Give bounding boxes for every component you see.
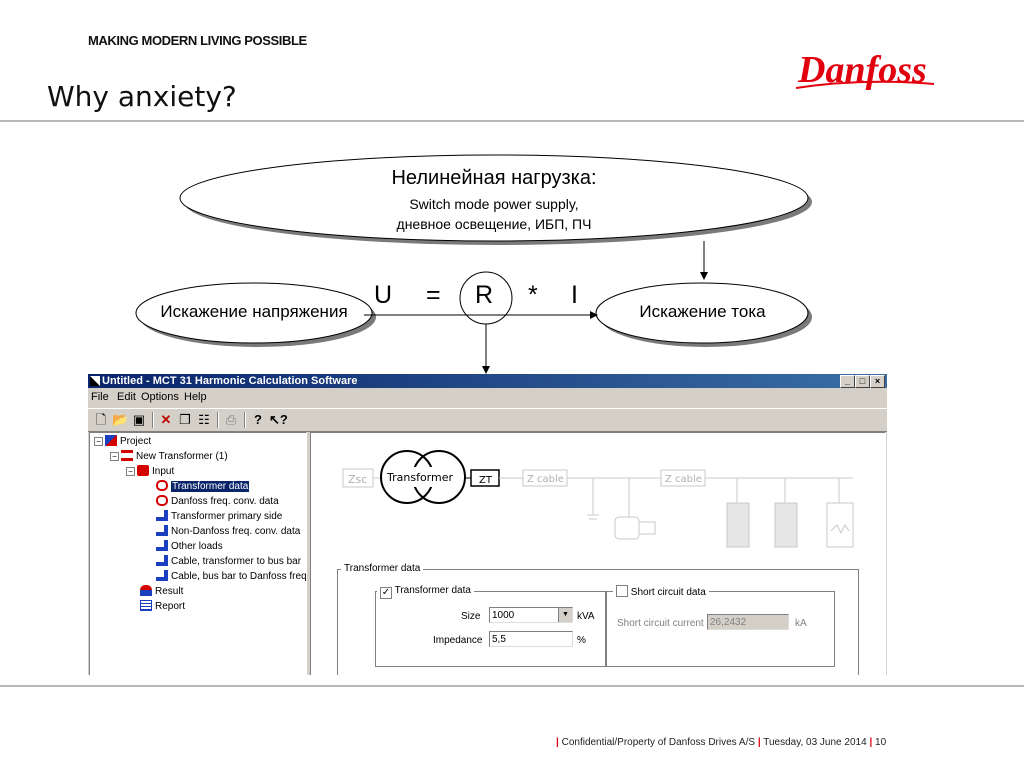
project-icon: [105, 435, 117, 446]
tree-item-danfoss-fc-data[interactable]: Danfoss freq. conv. data: [156, 495, 279, 508]
svg-text:Transformer: Transformer: [387, 471, 454, 484]
footer-separator: |: [757, 737, 761, 748]
context-help-icon[interactable]: ↖?: [269, 412, 288, 427]
result-icon: [140, 585, 152, 596]
menu-help[interactable]: Help: [184, 391, 207, 403]
svg-text:Z cable: Z cable: [527, 474, 564, 485]
short-circuit-current-label: Short circuit current: [617, 618, 704, 629]
collapse-project-icon[interactable]: −: [94, 437, 103, 446]
collapse-input-icon[interactable]: −: [126, 467, 135, 476]
schematic-pane: [310, 432, 886, 675]
transformer-data-icon: [156, 480, 168, 491]
short-circuit-checkbox-row[interactable]: Short circuit data: [613, 585, 709, 598]
impedance-unit: %: [577, 635, 586, 646]
formula-r: R: [475, 281, 494, 309]
window-title: Untitled - MCT 31 Harmonic Calculation Software: [102, 375, 358, 387]
slide-title: Why anxiety?: [47, 80, 237, 113]
top-bubble-line2: Switch mode power supply,: [409, 196, 579, 212]
formula-u: U: [374, 281, 393, 309]
open-folder-icon[interactable]: 📂: [112, 412, 129, 427]
footer-date: Tuesday, 03 June 2014: [763, 737, 867, 748]
menu-file[interactable]: File: [91, 391, 109, 403]
header-divider: [0, 120, 1024, 122]
impedance-label: Impedance: [433, 635, 483, 646]
footer-page-number: 10: [875, 737, 887, 748]
other-loads-icon: [156, 540, 168, 551]
current-distortion-label: Искажение тока: [639, 302, 766, 321]
cable-icon: [156, 555, 168, 566]
footer-separator: |: [869, 737, 873, 748]
footer-divider: [0, 685, 1024, 687]
svg-text:Z cable: Z cable: [665, 474, 702, 485]
tree-item-non-danfoss-fc[interactable]: Non-Danfoss freq. conv. data: [156, 525, 300, 538]
cable-icon: [156, 570, 168, 581]
one-line-schematic: [311, 433, 885, 563]
tagline: MAKING MODERN LIVING POSSIBLE: [88, 33, 307, 48]
transformer-data-checkbox[interactable]: ✓: [381, 587, 391, 598]
chevron-down-icon[interactable]: ▼: [558, 608, 572, 622]
size-unit: kVA: [577, 611, 595, 622]
tree-item-cable-transformer[interactable]: Cable, transformer to bus bar: [156, 555, 301, 568]
formula-multiply: *: [528, 281, 538, 309]
impedance-input[interactable]: 5,5: [489, 631, 573, 647]
svg-text:Zsc: Zsc: [348, 473, 368, 486]
short-circuit-checkbox[interactable]: [616, 585, 628, 597]
print-icon[interactable]: ⎙: [225, 412, 237, 427]
formula-i: I: [571, 281, 578, 309]
footer-separator: |: [556, 737, 559, 748]
menu-bar: [88, 389, 887, 407]
help-icon[interactable]: ?: [254, 412, 262, 427]
input-icon: [137, 465, 149, 476]
menu-edit[interactable]: Edit: [117, 391, 136, 403]
report-icon: [140, 600, 152, 611]
maximize-button[interactable]: □: [855, 375, 870, 388]
short-circuit-current-input[interactable]: 26,2432: [707, 614, 789, 630]
menu-options[interactable]: Options: [141, 391, 179, 403]
footer: [556, 737, 886, 748]
primary-side-icon: [156, 510, 168, 521]
danfoss-logo: [792, 38, 940, 96]
transformer-icon: [121, 450, 133, 461]
new-file-icon[interactable]: 🗋: [95, 412, 107, 427]
app-icon: [90, 376, 100, 386]
tree-item-input[interactable]: Input: [137, 465, 174, 478]
tree-item-project[interactable]: Project: [105, 435, 151, 448]
tree-item-transformer-data[interactable]: Transformer data: [156, 480, 249, 493]
collapse-transformer-icon[interactable]: −: [110, 452, 119, 461]
mct31-window: [88, 374, 887, 675]
svg-text:ZT: ZT: [479, 475, 492, 486]
window-titlebar[interactable]: [88, 374, 887, 388]
non-danfoss-fc-icon: [156, 525, 168, 536]
copy-icon[interactable]: ❐: [179, 412, 191, 427]
voltage-distortion-label: Искажение напряжения: [160, 302, 348, 321]
project-tree: [89, 432, 307, 675]
tree-item-transformer[interactable]: New Transformer (1): [121, 450, 228, 463]
delete-icon[interactable]: ✕: [160, 412, 172, 427]
paste-icon[interactable]: ☷: [198, 412, 210, 427]
save-icon[interactable]: ▣: [132, 412, 146, 427]
size-label: Size: [461, 611, 481, 622]
svg-text:Danfoss: Danfoss: [798, 49, 927, 91]
tree-item-transformer-primary[interactable]: Transformer primary side: [156, 510, 282, 523]
top-bubble-line3: дневное освещение, ИБП, ПЧ: [396, 216, 592, 232]
transformer-data-subgroup: [375, 591, 607, 667]
close-button[interactable]: ×: [870, 375, 885, 388]
tree-item-cable-busbar[interactable]: Cable, bus bar to Danfoss freq: [156, 570, 307, 583]
size-select[interactable]: 1000 ▼: [489, 607, 573, 623]
tree-item-report[interactable]: Report: [140, 600, 185, 613]
short-circuit-unit: kA: [795, 618, 807, 629]
top-bubble-title: Нелинейная нагрузка:: [391, 167, 597, 189]
tree-item-result[interactable]: Result: [140, 585, 183, 598]
footer-confidential: Confidential/Property of Danfoss Drives A/S: [561, 737, 756, 748]
transformer-data-group-title: Transformer data: [341, 563, 423, 574]
tree-item-other-loads[interactable]: Other loads: [156, 540, 223, 553]
minimize-button[interactable]: _: [840, 375, 855, 388]
danfoss-fc-icon: [156, 495, 168, 506]
transformer-data-checkbox-row[interactable]: ✓ Transformer data: [377, 585, 474, 599]
toolbar: [88, 408, 887, 432]
formula-equals: =: [426, 281, 441, 309]
